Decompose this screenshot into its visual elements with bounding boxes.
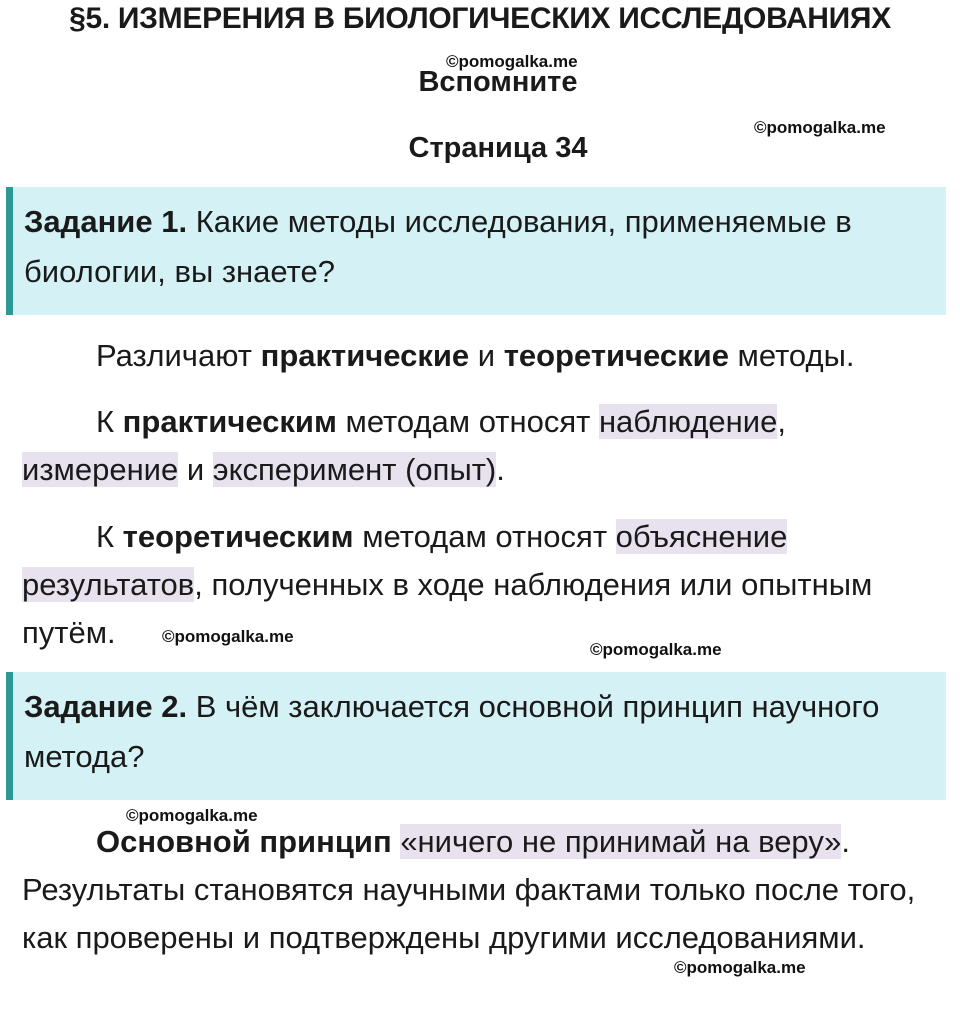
page-title: §5. ИЗМЕРЕНИЯ В БИОЛОГИЧЕСКИХ ИССЛЕДОВАНИЯХ: [69, 2, 891, 35]
answer-1-paragraph-3: К теоретическим методам относят объяснение результатов, полученных в ходе наблюдения или опытным путём.: [22, 519, 873, 650]
section-heading: Вспомните: [418, 66, 578, 98]
watermark: ©pomogalka.me: [590, 640, 722, 659]
page-number-heading: Страница 34: [408, 132, 588, 164]
task-2-question: В чём заключается основной принцип научного метода?: [24, 689, 880, 774]
task-1-box: [6, 187, 946, 315]
answer-1-paragraph-2: К практическим методам относят наблюдение, измерение и эксперимент (опыт).: [22, 404, 786, 487]
task-1-label: Задание 1.: [24, 204, 188, 239]
watermark: ©pomogalka.me: [162, 627, 294, 646]
highlight: объяснение: [615, 519, 788, 554]
watermark: ©pomogalka.me: [754, 118, 886, 137]
watermark: ©pomogalka.me: [446, 52, 578, 71]
highlight: измерение: [22, 452, 179, 487]
highlight: «ничего не принимай на веру»: [400, 824, 842, 859]
task-1-question: Какие методы исследования, применяемые в биологии, вы знаете?: [24, 204, 852, 289]
highlight: эксперимент (опыт): [212, 452, 497, 487]
watermark: ©pomogalka.me: [674, 958, 806, 977]
task-2-label: Задание 2.: [24, 689, 188, 724]
watermark: ©pomogalka.me: [126, 806, 258, 825]
highlight: наблюдение: [598, 404, 778, 439]
answer-1-paragraph-1: Различают практические и теоретические методы.: [96, 338, 855, 373]
answer-2-paragraph: Основной принцип «ничего не принимай на веру». Результаты становятся научными фактами только после того, как проверены и подтверждены другими исследованиями.: [22, 824, 916, 955]
task-2-box: [6, 672, 946, 800]
highlight: результатов: [22, 567, 195, 602]
